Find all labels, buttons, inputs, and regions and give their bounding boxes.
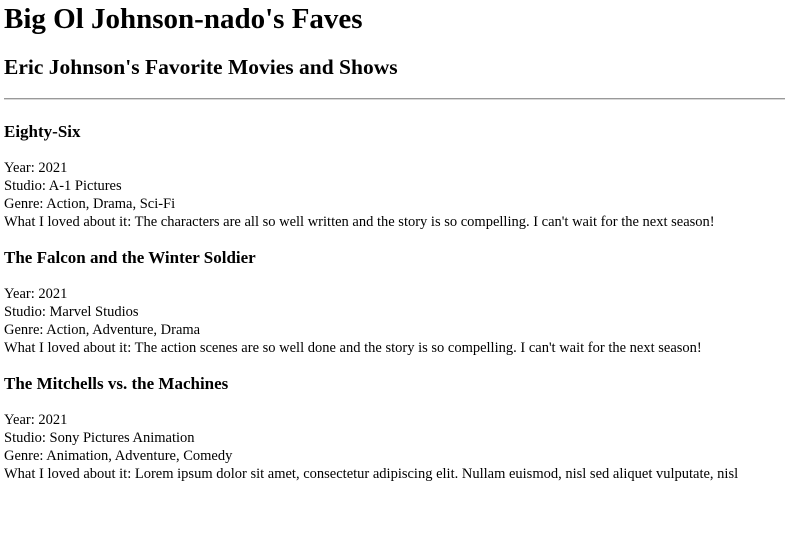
studio-label: Studio: <box>4 178 49 194</box>
studio-label: Studio: <box>4 430 50 446</box>
page-title: Big Ol Johnson-nado's Faves <box>4 3 363 35</box>
year-value: 2021 <box>38 160 68 176</box>
loved-label: What I loved about it: <box>4 466 135 482</box>
loved-value: The characters are all so well written and the story is so compelling. I can't wait for the next season! <box>134 214 715 230</box>
item-details <box>4 411 785 483</box>
list-item <box>4 248 785 357</box>
item-loved <box>4 339 785 357</box>
list-item <box>4 374 785 483</box>
year-value: 2021 <box>38 286 68 302</box>
item-loved <box>4 465 785 483</box>
studio-label: Studio: <box>4 304 50 320</box>
item-year <box>4 411 785 429</box>
loved-label: What I loved about it: <box>4 214 135 230</box>
item-genre <box>4 447 785 465</box>
genre-label: Genre: <box>4 448 47 464</box>
page-subtitle: Eric Johnson's Favorite Movies and Shows <box>4 55 398 79</box>
item-year <box>4 159 785 177</box>
studio-value: Marvel Studios <box>49 304 139 320</box>
loved-value: The action scenes are so well done and the story is so compelling. I can't wait for the next season! <box>134 340 702 356</box>
item-genre <box>4 195 785 213</box>
year-label: Year: <box>4 412 39 428</box>
item-studio <box>4 429 785 447</box>
item-loved <box>4 213 785 231</box>
year-label: Year: <box>4 286 39 302</box>
genre-value: Action, Drama, Sci-Fi <box>46 196 176 212</box>
loved-value: Lorem ipsum dolor sit amet, consectetur adipiscing elit. Nullam euismod, nisl sed aliquet vulputate, nisl <box>134 466 739 482</box>
studio-value: A-1 Pictures <box>48 178 122 194</box>
genre-label: Genre: <box>4 196 47 212</box>
item-studio <box>4 177 785 195</box>
item-studio <box>4 303 785 321</box>
divider <box>4 98 785 100</box>
item-genre <box>4 321 785 339</box>
item-title: The Mitchells vs. the Machines <box>4 374 229 393</box>
year-label: Year: <box>4 160 39 176</box>
year-value: 2021 <box>38 412 68 428</box>
item-year <box>4 285 785 303</box>
studio-value: Sony Pictures Animation <box>49 430 195 446</box>
genre-label: Genre: <box>4 322 47 338</box>
item-title: Eighty-Six <box>4 122 81 141</box>
list-item <box>4 122 785 231</box>
loved-label: What I loved about it: <box>4 340 135 356</box>
genre-value: Animation, Adventure, Comedy <box>46 448 233 464</box>
item-details <box>4 159 785 231</box>
item-title: The Falcon and the Winter Soldier <box>4 248 256 267</box>
item-details <box>4 285 785 357</box>
genre-value: Action, Adventure, Drama <box>46 322 201 338</box>
